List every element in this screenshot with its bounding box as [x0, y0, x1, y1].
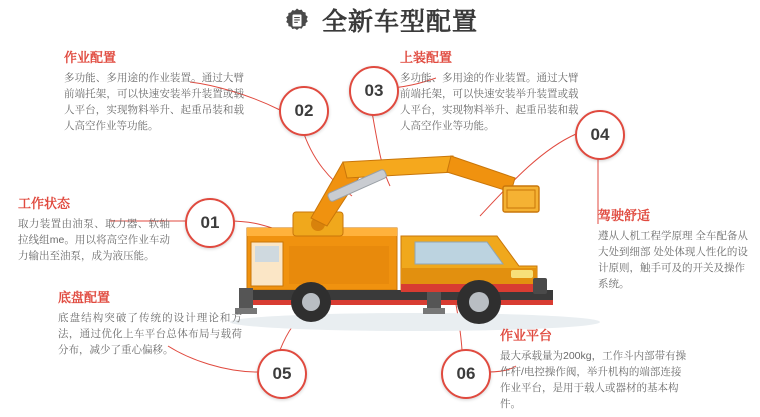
callout-number-06: 06	[456, 364, 476, 383]
callout-title-04: 驾驶舒适	[598, 208, 651, 223]
callout-body-06: 最大承载量为200kg，工作斗内部带有操作杆/电控操作阀，举升机构的端部连接作业平台，是用于载人或器材的基本构件。	[500, 350, 687, 410]
callout-text-superstructure-configuration	[400, 50, 588, 134]
callout-title-05: 底盘配置	[58, 290, 111, 305]
callout-title-02: 作业配置	[64, 50, 117, 65]
callout-body-04: 遵从人机工程学原理 全车配备从大处到细部 处处体现人性化的设计原则，触手可及的开关及操作系统。	[598, 230, 748, 290]
callout-body-02: 多功能、多用途的作业装置。通过大臂前端托架，可以快速安装举升装置或载人平台，实现物料举升、起重吊装和载人高空作业等功能。	[64, 72, 244, 132]
page-header	[0, 0, 760, 44]
callout-text-work-status	[18, 196, 170, 264]
page-title: 全新车型配置	[321, 8, 478, 36]
callout-bubble-04[interactable]	[575, 110, 625, 160]
callout-number-01: 01	[200, 213, 220, 232]
truck-illustration	[215, 150, 615, 340]
callout-bubble-06[interactable]	[441, 349, 491, 399]
callout-text-operation-configuration	[64, 50, 244, 134]
callout-number-05: 05	[272, 364, 292, 383]
callout-title-03: 上装配置	[400, 50, 453, 65]
callout-body-01: 取力装置由油泵、取力器、软轴拉线组me。用以将高空作业车动力输出至油泵，成为液压能。	[18, 218, 170, 262]
callout-text-chassis-configuration	[58, 290, 242, 358]
callout-title-01: 工作状态	[18, 196, 71, 211]
callout-text-work-platform	[500, 328, 688, 412]
callout-bubble-02[interactable]	[279, 86, 329, 136]
callout-text-driving-comfort	[598, 208, 750, 292]
callout-bubble-03[interactable]	[349, 66, 399, 116]
callout-bubble-01[interactable]	[185, 198, 235, 248]
callout-bubble-05[interactable]	[257, 349, 307, 399]
callout-number-03: 03	[364, 81, 384, 100]
callout-body-05: 底盘结构突破了传统的设计理论和方法，通过优化上车平台总体布局与载荷分布，减少了重心偏移。	[58, 312, 242, 356]
callout-number-04: 04	[590, 125, 610, 144]
callout-title-06: 作业平台	[500, 328, 553, 343]
gear-document-icon	[282, 7, 312, 37]
callout-body-03: 多功能、多用途的作业装置。通过大臂前端托架，可以快速安装举升装置或载人平台，实现物料举升、起重吊装和载人高空作业等功能。	[400, 72, 579, 132]
callout-number-02: 02	[294, 101, 314, 120]
